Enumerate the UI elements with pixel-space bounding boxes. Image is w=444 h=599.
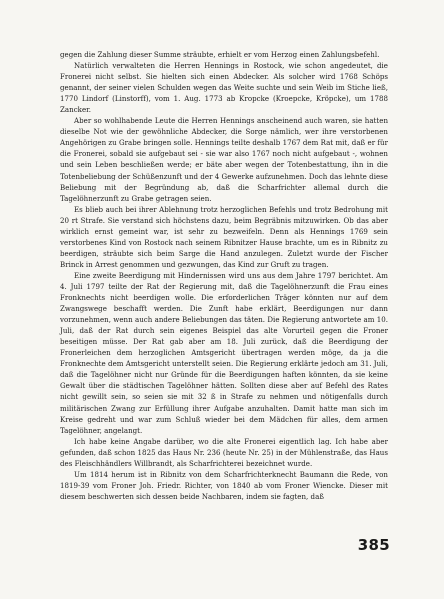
page-number: 385 xyxy=(357,536,390,554)
body-text xyxy=(60,49,388,502)
paragraph-2: Natürlich verwalteten die Herren Hennings in Rostock, wie schon angedeutet, die Fronerei nicht selbst. Sie hielten sich einen Abdecker. Als solcher wird 1768 Schöps genannt, der seiner vielen Schulden wegen das Weite suchte und sein Weib im Stiche ließ, 1770 Lindorf (Linstorff), vom 1. Aug. 1773 ab Kropcke (Kroepcke, Kröpcke), um 1788 Zancker. xyxy=(60,61,388,115)
paragraph-5: Eine zweite Beerdigung mit Hindernissen wird uns aus dem Jahre 1797 berichtet. Am 4. Juli 1797 teilte der Rat der Regierung mit, daß die Tagelöhnerzunft die Frau eines Fronknechts nicht beerdigen wolle. Die erforderlichen Träger könnten nur auf dem Zwangswege beschafft werden. Die Zunft habe erklärt, Beerdigungen nur dann vorzunehmen, wenn auch andere Beliebungen das täten. Die Regierung antwortete am 10. Juli, daß der Rat durch sein eigenes Beispiel das alte Vorurteil gegen die Froner beseitigen müsse. Der Rat gab aber am 18. Juli zurück, daß die Beerdigung der Fronerleichen dem herzoglichen Amtsgericht übertragen werden möge, da ja die Fronknechte dem Amtsgericht unterstellt seien. Die Regierung erklärte jedoch am 31. Juli, daß die Tagelöhner nicht nur Gründe für die Beerdigungen haften könnten, da sie keine Gewalt über die städtischen Tagelöhner hätten. Sollten diese aber auf Befehl des Rates nicht gewillt sein, so seien sie mit 32 ß in Strafe zu nehmen und nötigenfalls durch militärischen Zwang zur Erfüllung ihrer Aufgabe anzuhalten. Damit hatte man sich im Kreise gedreht und war zum Schluß wieder bei dem Mädchen für alles, dem armen Tagelöhner, angelangt. xyxy=(60,270,388,435)
paragraph-4: Es blieb auch bei ihrer Ablehnung trotz herzoglichen Befehls und trotz Bedrohung mit 20 rt Strafe. Sie verstand sich höchstens dazu, beim Begräbnis mitzuwirken. Ob das aber wirklich ernst gemeint war, ist sehr zu bezweifeln. Denn als Hennings 1769 sein verstorbenes Kind von Rostock nach seinem Ribnitzer Hause brachte, um es in Ribnitz zu beerdigen, sträubte sich beim Sarge die Hand anzulegen. Zuletzt wurde der Fischer Brinck in Arrest genommen und gezwungen, das Kind zur Gruft zu tragen. xyxy=(60,204,388,269)
paragraph-1: gegen die Zahlung dieser Summe sträubte, erhielt er vom Herzog einen Zahlungsbefehl. xyxy=(60,50,380,59)
paragraph-3: Aber so wohlhabende Leute die Herren Hennings anscheinend auch waren, sie hatten dieselbe Not wie der gewöhnliche Abdecker, die Sorge nämlich, wer ihre verstorbenen Angehörigen zu Grabe bringen solle. Hennings teilte deshalb 1767 dem Rat mit, daß er für die Fronerei, sobald sie aufgebaut sei - sie war also 1767 noch nicht aufgebaut -, wohnen und sein Leben beschließen werde; er bäte aber wegen der Totenbestattung, ihn in die Totenbeliebung der Schüßenzunft und der 4 Gewerke aufzunehmen. Doch das lehnte diese Beliebung mit der Begründung ab, daß die Scharfrichter allemal durch die Tagelöhnerzunft zu Grabe getragen seien. xyxy=(60,116,388,203)
paragraph-6: Ich habe keine Angabe darüber, wo die alte Fronerei eigentlich lag. Ich habe aber gefunden, daß schon 1825 das Haus Nr. 236 (heute Nr. 25) in der Mühlenstraße, das Haus des Fleischhändlers Willbrandt, als Scharfrichterei bezeichnet wurde. xyxy=(60,436,388,468)
paragraph-7: Um 1814 herum ist in Ribnitz von dem Scharfrichterknecht Baumann die Rede, von 1819-39 vom Froner Joh. Friedr. Richter, von 1840 ab vom Froner Wiencke. Dieser mit diesem beschwerten sich dessen beide Nachbaren, indem sie fagten, daß xyxy=(60,469,388,501)
